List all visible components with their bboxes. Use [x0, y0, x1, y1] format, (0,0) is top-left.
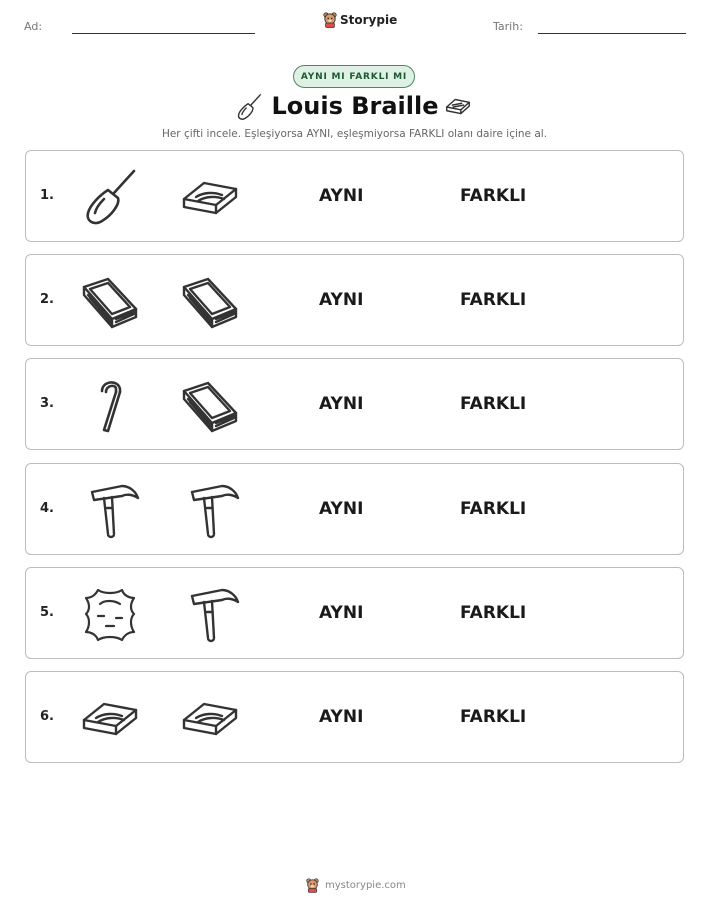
- option-different[interactable]: FARKLI: [460, 290, 527, 310]
- hammer-icon: [178, 478, 242, 542]
- tablet-icon: [442, 92, 474, 122]
- tablet-icon: [78, 686, 142, 750]
- row-number: 2.: [40, 292, 54, 307]
- option-different[interactable]: FARKLI: [460, 394, 527, 414]
- option-same[interactable]: AYNI: [319, 707, 364, 727]
- option-same[interactable]: AYNI: [319, 394, 364, 414]
- name-label: Ad:: [24, 20, 43, 33]
- date-label: Tarih:: [493, 20, 523, 33]
- option-same[interactable]: AYNI: [319, 290, 364, 310]
- brand-name: Storypie: [340, 13, 398, 27]
- name-line: [72, 33, 255, 34]
- worksheet-header: [0, 0, 709, 50]
- book-icon: [178, 373, 242, 437]
- bear-logo-icon: [323, 12, 337, 28]
- tablet-icon: [178, 165, 242, 229]
- option-different[interactable]: FARKLI: [460, 603, 527, 623]
- footer-url: mystorypie.com: [325, 880, 406, 891]
- awl-icon: [78, 165, 142, 229]
- option-same[interactable]: AYNI: [319, 603, 364, 623]
- exercise-row: [25, 567, 684, 659]
- option-different[interactable]: FARKLI: [460, 707, 527, 727]
- awl-icon: [234, 92, 264, 122]
- date-line: [538, 33, 686, 34]
- row-number: 4.: [40, 501, 54, 516]
- option-different[interactable]: FARKLI: [460, 186, 527, 206]
- exercise-row: [25, 150, 684, 242]
- footer: [306, 878, 406, 893]
- book-icon: [178, 269, 242, 333]
- instructions-text: Her çifti incele. Eşleşiyorsa AYNI, eşleşmiyorsa FARKLI olanı daire içine al.: [161, 128, 548, 140]
- activity-badge: AYNI MI FARKLI MI: [293, 65, 415, 88]
- exercise-row: [25, 358, 684, 450]
- tablet-icon: [178, 686, 242, 750]
- brand-logo: [323, 12, 397, 28]
- page-title: Louis Braille: [271, 92, 439, 120]
- exercise-row: [25, 463, 684, 555]
- bear-logo-icon: [306, 878, 319, 893]
- exercise-row: [25, 671, 684, 763]
- row-number: 5.: [40, 605, 54, 620]
- exercise-row: [25, 254, 684, 346]
- row-number: 3.: [40, 396, 54, 411]
- option-same[interactable]: AYNI: [319, 499, 364, 519]
- hammer-icon: [78, 478, 142, 542]
- row-number: 6.: [40, 709, 54, 724]
- cane-icon: [78, 373, 142, 437]
- hammer-icon: [178, 582, 242, 646]
- row-number: 1.: [40, 188, 54, 203]
- leather-icon: [78, 582, 142, 646]
- option-same[interactable]: AYNI: [319, 186, 364, 206]
- option-different[interactable]: FARKLI: [460, 499, 527, 519]
- book-icon: [78, 269, 142, 333]
